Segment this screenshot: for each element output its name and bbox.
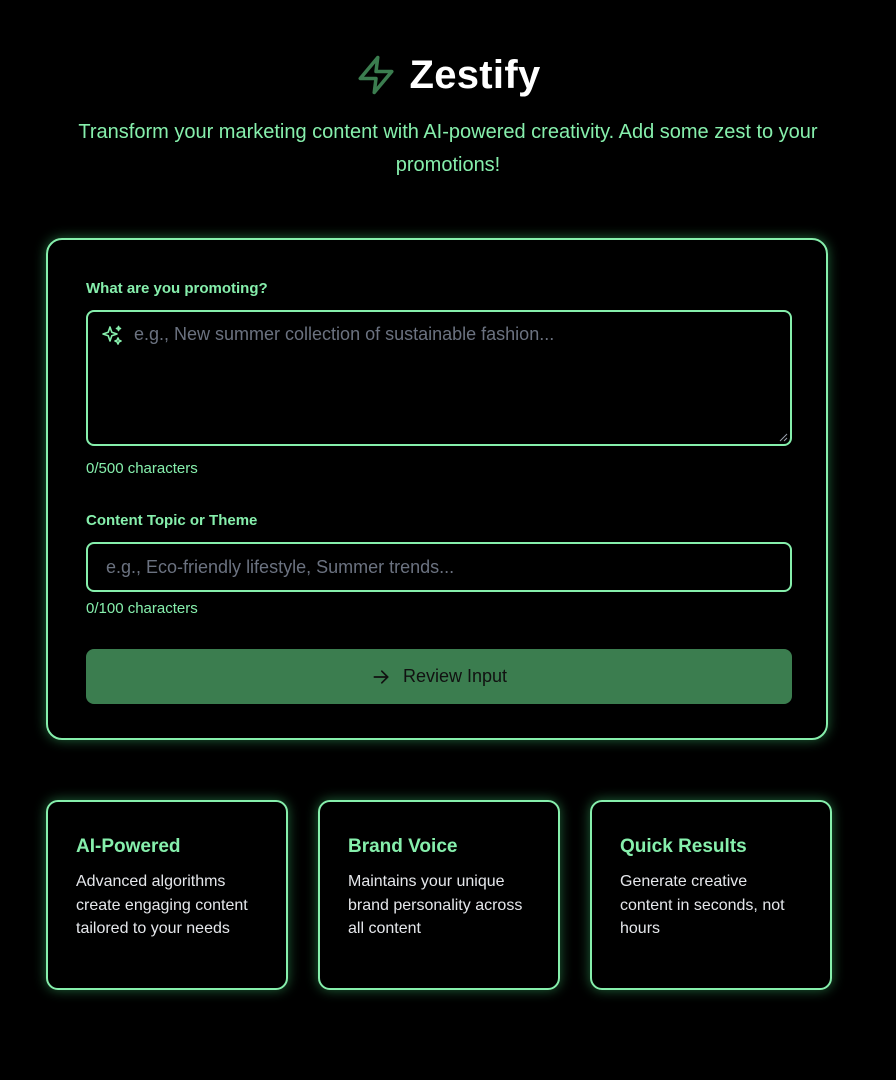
topic-input[interactable] <box>106 544 766 590</box>
resize-handle-icon[interactable] <box>778 432 788 442</box>
promo-textarea[interactable] <box>134 324 774 424</box>
topic-input-wrapper <box>86 542 792 592</box>
feature-card-quick-results <box>590 800 832 990</box>
sparkles-icon <box>100 324 124 348</box>
feature-card-brand-voice <box>318 800 560 990</box>
content-form-card <box>46 238 828 740</box>
promo-char-count: 0/500 characters <box>86 460 198 477</box>
feature-card-ai-powered <box>46 800 288 990</box>
review-input-label: Review Input <box>402 666 508 686</box>
lightning-bolt-icon <box>355 52 397 98</box>
topic-label: Content Topic or Theme <box>86 512 258 529</box>
app-title: Zestify <box>409 52 541 97</box>
feature-description: Generate creative content in seconds, not hours <box>620 873 785 937</box>
promo-textarea-wrapper <box>86 310 792 446</box>
review-input-button[interactable] <box>86 649 792 704</box>
feature-title: AI-Powered <box>76 836 181 857</box>
tagline: Transform your marketing content with AI-powered creativity. Add some zest to your promotions! <box>78 121 818 176</box>
arrow-right-icon <box>371 667 391 687</box>
feature-title: Brand Voice <box>348 836 458 857</box>
app-header <box>0 50 896 100</box>
promo-label: What are you promoting? <box>86 280 268 297</box>
topic-char-count: 0/100 characters <box>86 600 198 617</box>
feature-description: Maintains your unique brand personality across all content <box>348 873 523 937</box>
feature-description: Advanced algorithms create engaging content tailored to your needs <box>76 873 248 937</box>
feature-title: Quick Results <box>620 836 747 857</box>
